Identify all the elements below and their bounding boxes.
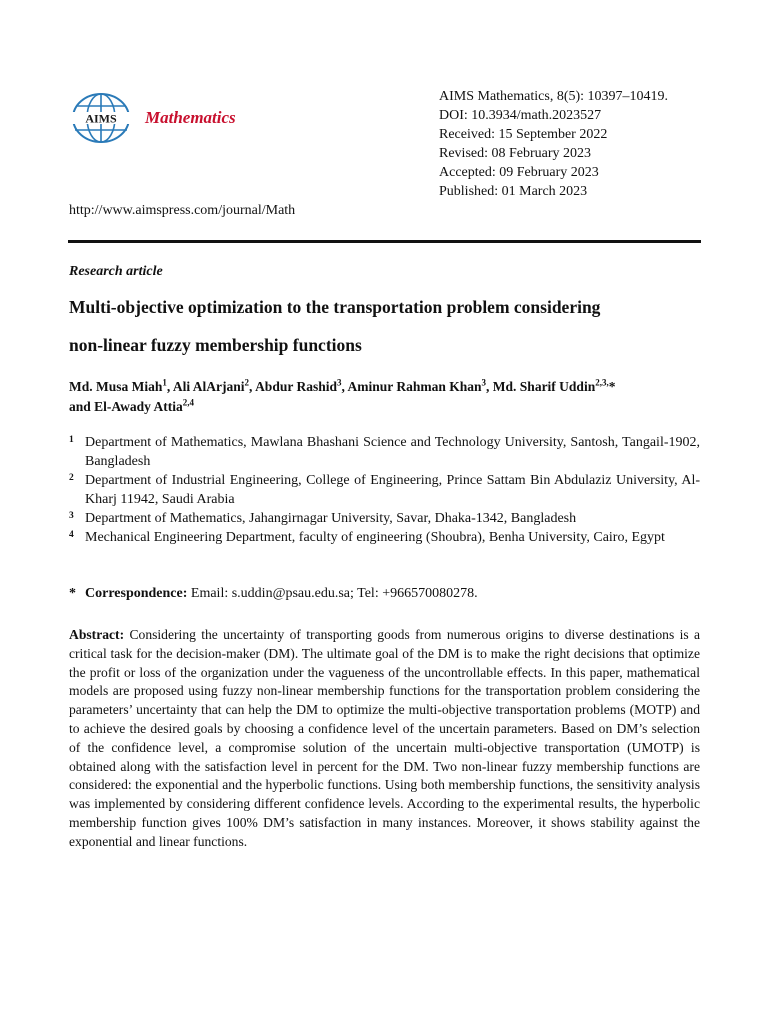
affiliations [69,433,700,547]
abstract-text: Considering the uncertainty of transporting goods from numerous origins to diverse destinations is a critical task for the decision-maker (DM). The ultimate goal of the DM is to make the right decisions that optimize the profit or loss of the organization under the vagueness of the uncontrollable effects. In this paper, mathematical models are proposed using fuzzy non-linear membership functions for the transportation problem considering the parameters’ uncertainty that can help the DM to optimize the multi-objective transportation problems (MOTP) and to achieve the desired goals by choosing a confidence level of the uncertain parameters. Based on DM’s selection of the confidence level, a compromise solution of the uncertain multi-objective transportation (UMOTP) is obtained along with the satisfaction level in percent for the DM. Two non-linear fuzzy membership functions are considered: the exponential and the hyperbolic functions. Using both membership functions, the sensitivity analysis was implemented by considering different confidence levels. According to the experimental results, the hyperbolic membership function gives 100% DM’s satisfaction in many instances. Moreover, it shows stability against the exponential and linear functions. [69,627,700,849]
affiliation-item [69,509,700,528]
affiliation-text: Department of Industrial Engineering, College of Engineering, Prince Sattam Bin Abdulaziz University, Al-Kharj 11942, Saudi Arabia [85,473,700,507]
meta-doi: DOI: 10.3934/math.2023527 [439,108,602,123]
meta-published: Published: 01 March 2023 [439,184,588,199]
author-name: Aminur Rahman Khan [347,379,482,394]
title-line: Multi-objective optimization to the transportation problem considering [69,297,601,317]
affiliation-number: 1 [69,435,74,445]
header-divider [68,240,701,243]
journal-name: Mathematics [145,108,236,127]
corresponding-star: * [608,379,616,394]
author-list: Md. Musa Miah$^1$, Ali AlArjani$^2$, Abdur Rashid$^3$, Aminur Rahman Khan$^3$, Md. Sharif Uddin$^{2,3,}$* and El-Awady Attia$^{2,4}$ [69,377,616,414]
author-name: Ali AlArjani [172,379,245,394]
article-type: Research article [69,264,163,279]
abstract [69,626,700,852]
correspondence [69,586,478,602]
svg-text:AIMS: AIMS [85,111,117,126]
author-name: El-Awady Attia [94,399,183,414]
author-affil-sup: 2,3, [595,377,609,388]
affiliation-item [69,528,700,547]
abstract-label: Abstract: [69,627,125,642]
globe-icon [70,92,132,144]
correspondence-contact[interactable]: Email: s.uddin@psau.edu.sa; Tel: +966570080278. [190,586,478,601]
author-name: Md. Sharif Uddin [492,379,596,394]
paper-title [69,288,709,364]
aims-logo [70,92,132,144]
author-affil-sup: 3 [336,377,342,388]
author-affil-sup: 3 [481,377,487,388]
meta-revised: Revised: 08 February 2023 [439,146,592,161]
title-line: non-linear fuzzy membership functions [69,335,362,355]
affiliation-text: Department of Mathematics, Mawlana Bhashani Science and Technology University, Santosh, Tangail-1902, Bangladesh [85,435,700,469]
journal-url[interactable]: http://www.aimspress.com/journal/Math [69,203,296,218]
affiliation-item [69,433,700,471]
correspondence-label: Correspondence: [85,586,188,601]
affiliation-item [69,471,700,509]
author-affil-sup: 2,4 [182,397,195,408]
affiliation-text: Mechanical Engineering Department, faculty of engineering (Shoubra), Benha University, Cairo, Egypt [85,530,665,545]
affiliation-number: 2 [69,473,74,483]
author-affil-sup: 1 [162,377,167,388]
meta-citation: AIMS Mathematics, 8(5): 10397–10419. [439,89,669,104]
correspondence-star: * [69,586,76,601]
affiliation-number: 4 [69,530,74,540]
author-name: Abdur Rashid [255,379,337,394]
author-name: Md. Musa Miah [69,379,163,394]
affiliation-text: Department of Mathematics, Jahangirnagar University, Savar, Dhaka-1342, Bangladesh [85,511,577,526]
publication-metadata [439,87,668,201]
affiliation-number: 3 [69,511,74,521]
author-affil-sup: 2 [244,377,250,388]
meta-received: Received: 15 September 2022 [439,127,608,142]
meta-accepted: Accepted: 09 February 2023 [439,165,599,180]
